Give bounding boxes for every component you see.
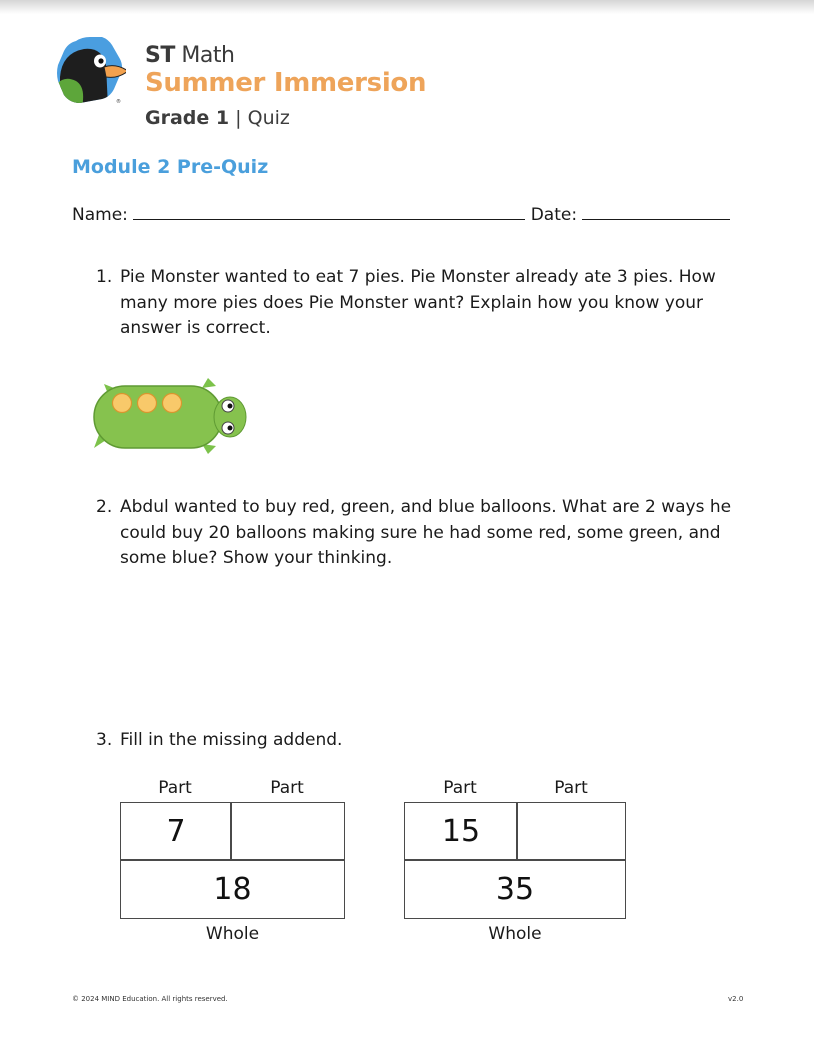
- pie-icon: [113, 394, 132, 413]
- version: v2.0: [728, 995, 744, 1003]
- pie-icon: [163, 394, 182, 413]
- question-text: Abdul wanted to buy red, green, and blue balloons. What are 2 ways he could buy 20 balloons making sure he had some red, some green, and some blue? Show your thinking.: [120, 497, 732, 568]
- whole-label: Whole: [488, 924, 542, 944]
- grade-label: [145, 107, 290, 129]
- whole-cell: 35: [404, 859, 626, 919]
- page-title: Module 2 Pre-Quiz: [72, 156, 269, 178]
- question-1: [96, 265, 756, 342]
- whole-cell: 18: [120, 859, 345, 919]
- part-2-cell[interactable]: [230, 802, 345, 861]
- brand-st: ST: [145, 43, 175, 68]
- question-number: 2.: [96, 497, 113, 517]
- penguin-logo-icon: [56, 37, 126, 107]
- question-3: [96, 728, 756, 754]
- part-label: Part: [158, 778, 192, 798]
- question-2: [96, 495, 756, 572]
- part-1-cell: 15: [404, 802, 518, 861]
- pie-icon: [138, 394, 157, 413]
- svg-text:®: ®: [116, 99, 121, 105]
- part-label: Part: [270, 778, 304, 798]
- part-label: Part: [443, 778, 477, 798]
- question-text: Pie Monster wanted to eat 7 pies. Pie Monster already ate 3 pies. How many more pies does Pie Monster want? Explain how you know your answer is correct.: [120, 267, 716, 338]
- page-top-shadow: [0, 0, 814, 14]
- whole-label: Whole: [205, 924, 260, 944]
- pie-monster-icon: [90, 374, 250, 458]
- brand-math: Math: [181, 43, 235, 68]
- doc-type: Quiz: [247, 107, 290, 129]
- brand-st-math: [145, 43, 234, 68]
- part-1-cell: 7: [120, 802, 232, 861]
- question-number: 1.: [96, 267, 113, 287]
- name-date-row: [72, 205, 730, 225]
- date-label: Date:: [530, 205, 578, 225]
- brand-summer-immersion: Summer Immersion: [145, 68, 427, 98]
- question-number: 3.: [96, 730, 113, 750]
- grade: Grade 1: [145, 107, 230, 129]
- question-text: Fill in the missing addend.: [120, 730, 343, 750]
- name-field[interactable]: [133, 206, 525, 220]
- part-label: Part: [554, 778, 588, 798]
- copyright: © 2024 MIND Education. All rights reserved.: [72, 995, 228, 1003]
- name-label: Name:: [72, 205, 128, 225]
- separator: |: [235, 107, 242, 129]
- part-2-cell[interactable]: [516, 802, 626, 861]
- date-field[interactable]: [582, 206, 730, 220]
